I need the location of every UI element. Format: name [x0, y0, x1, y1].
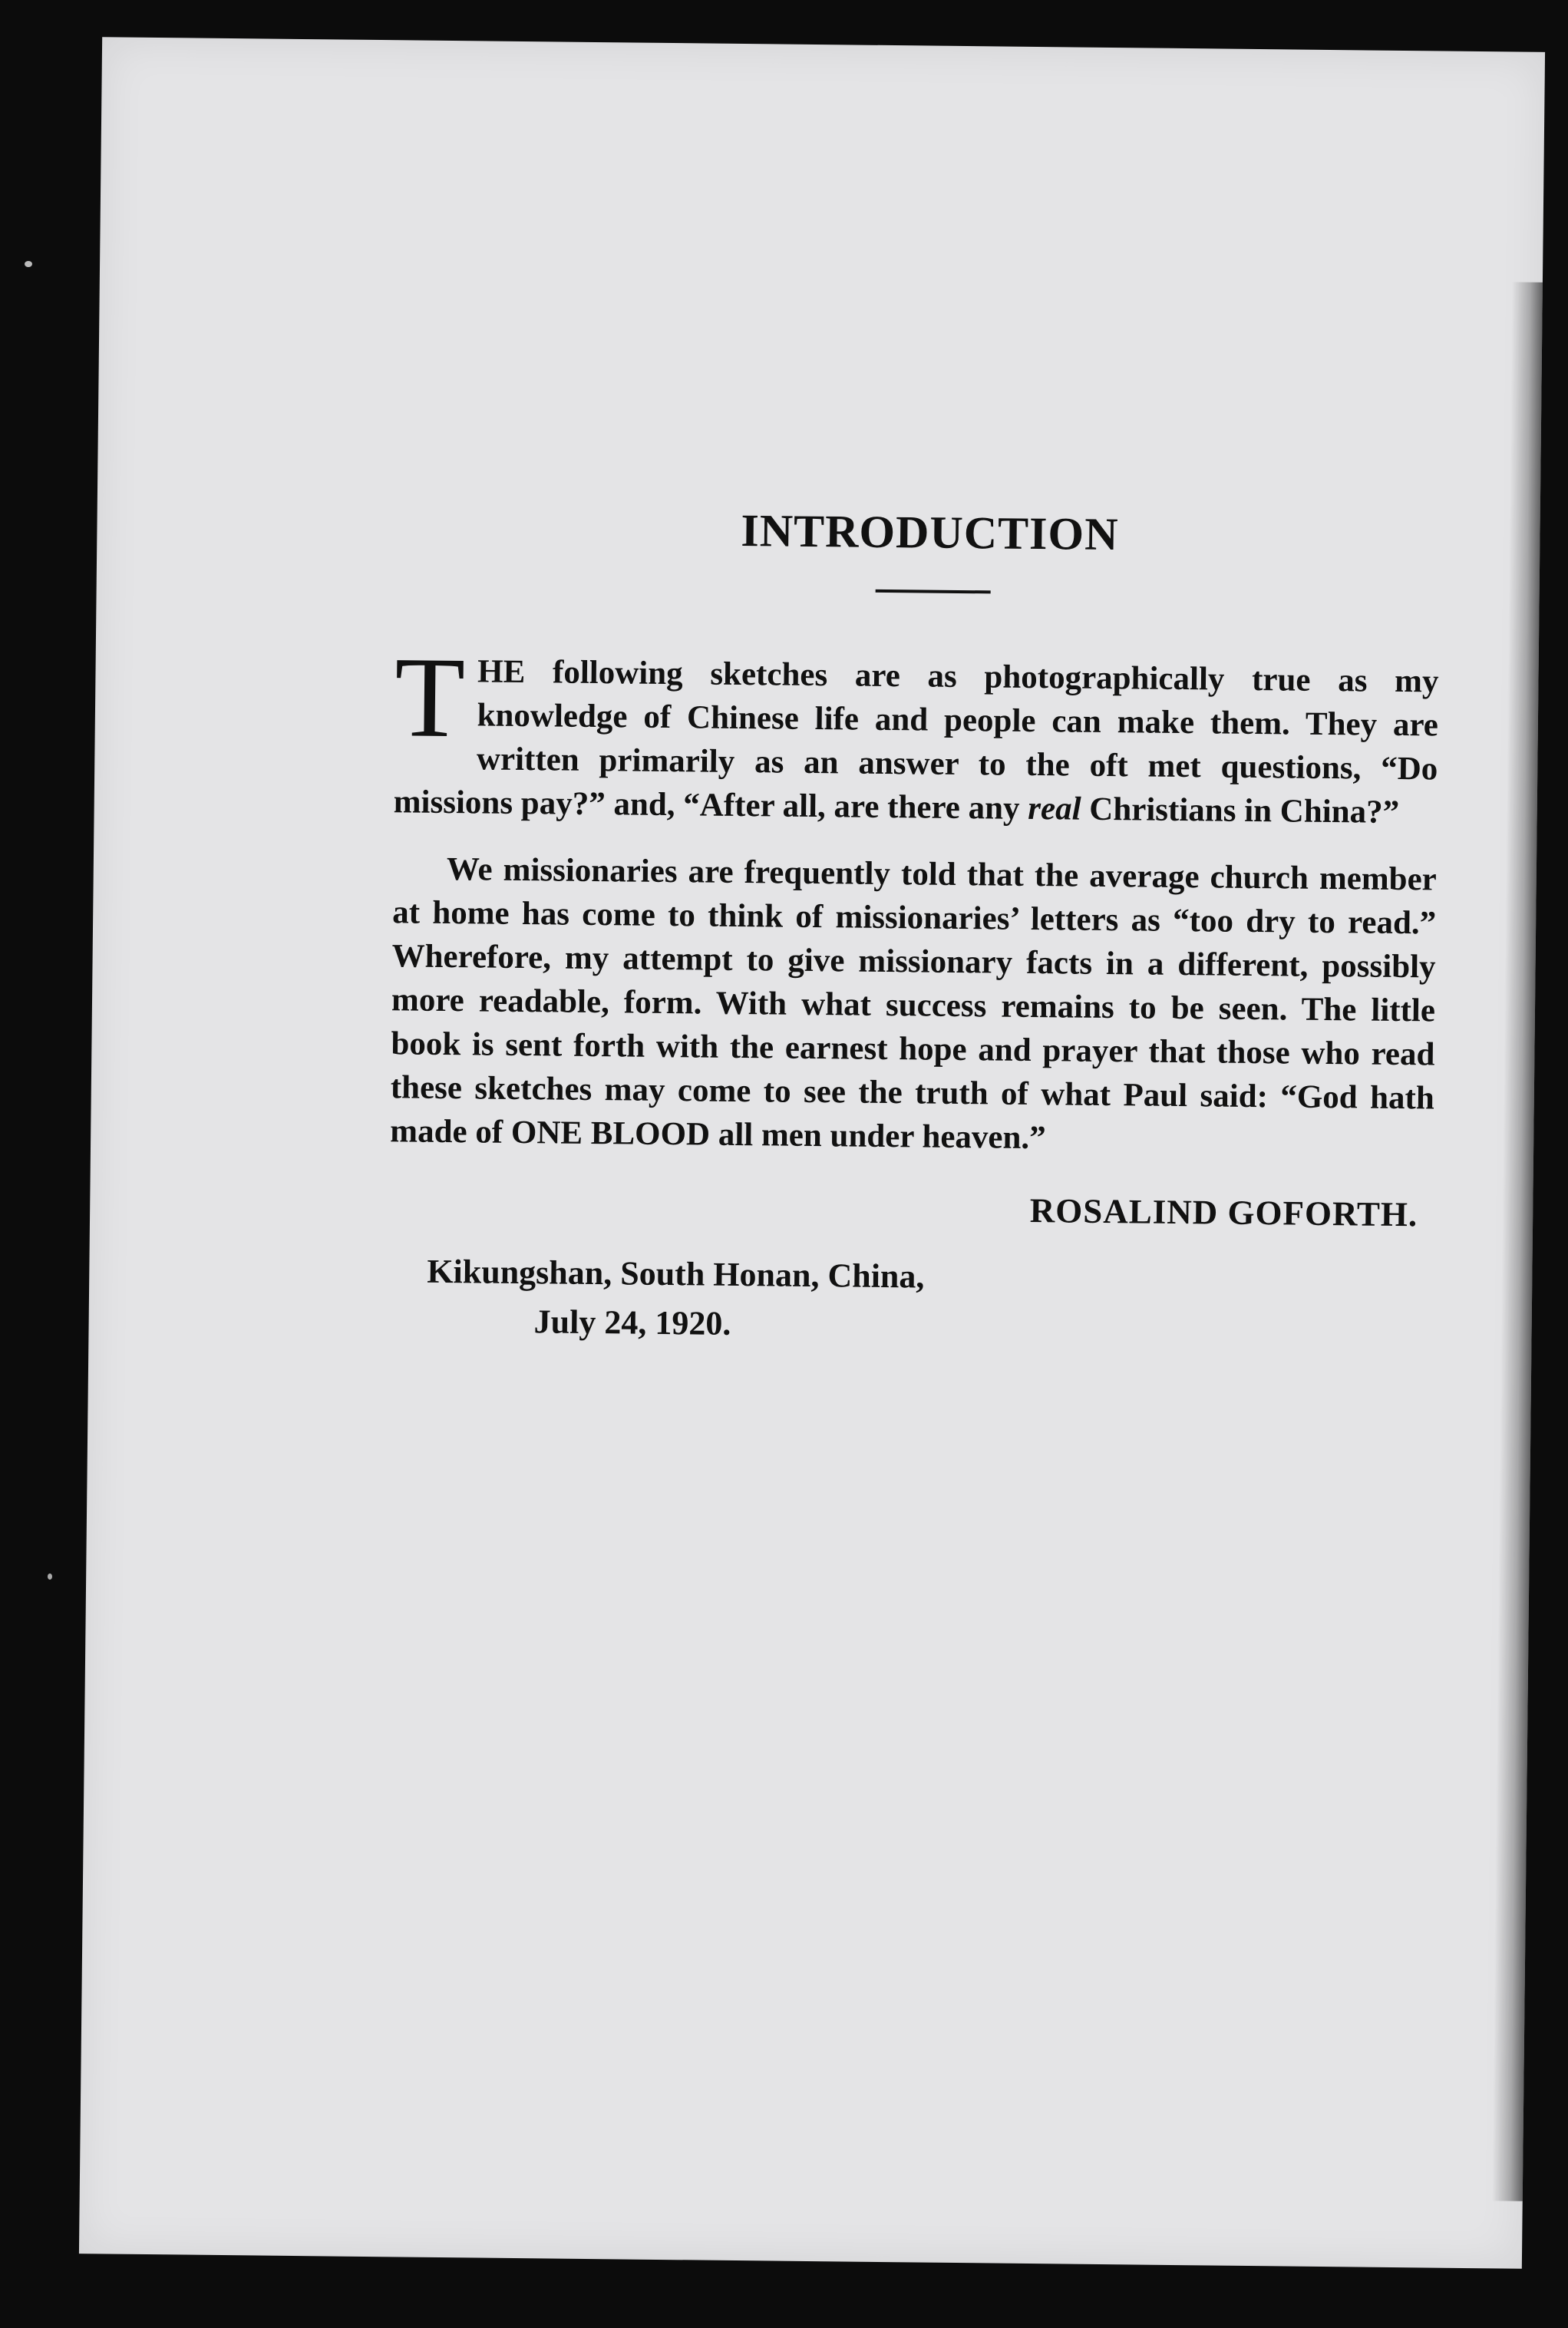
paragraph-1-italic: real	[1028, 790, 1081, 827]
paragraph-1-text-start: HE following sketches are as photographically true as my knowledge of Chinese life and people can make them. They are written primarily as an answer to the oft met questions, “Do missions pay?” and, “After all, are there any	[393, 653, 1439, 827]
place-line: Kikungshan, South Honan, China,	[427, 1252, 925, 1296]
date-line: July 24, 1920.	[533, 1303, 731, 1342]
scan-speck	[48, 1573, 52, 1580]
scan-speck	[25, 261, 32, 267]
page-edge-shadow	[1492, 282, 1543, 2201]
paragraph-2	[390, 847, 1437, 1164]
book-page	[79, 37, 1545, 2269]
page-content	[388, 500, 1440, 1356]
title-rule	[876, 589, 991, 594]
paragraph-1-text-end: Christians in China?”	[1081, 791, 1400, 830]
drop-cap: T	[394, 633, 466, 762]
page-title: INTRODUCTION	[741, 504, 1119, 560]
paragraph-2-text: We missionaries are frequently told that the average church member at home has come to think of missionaries’ letters as “too dry to read.” Wherefore, my attempt to give missionary facts in a different, possibly more readable, form. With what success remains to be seen. The little book is sent forth with the earnest hope and prayer that those who read these sketches may come to see the truth of what Paul said: “God hath made of ONE BLOOD all men under heaven.”	[390, 850, 1438, 1157]
author-signature: ROSALIND GOFORTH.	[1029, 1190, 1418, 1234]
paragraph-1	[393, 633, 1439, 834]
place-and-date	[426, 1247, 1432, 1356]
